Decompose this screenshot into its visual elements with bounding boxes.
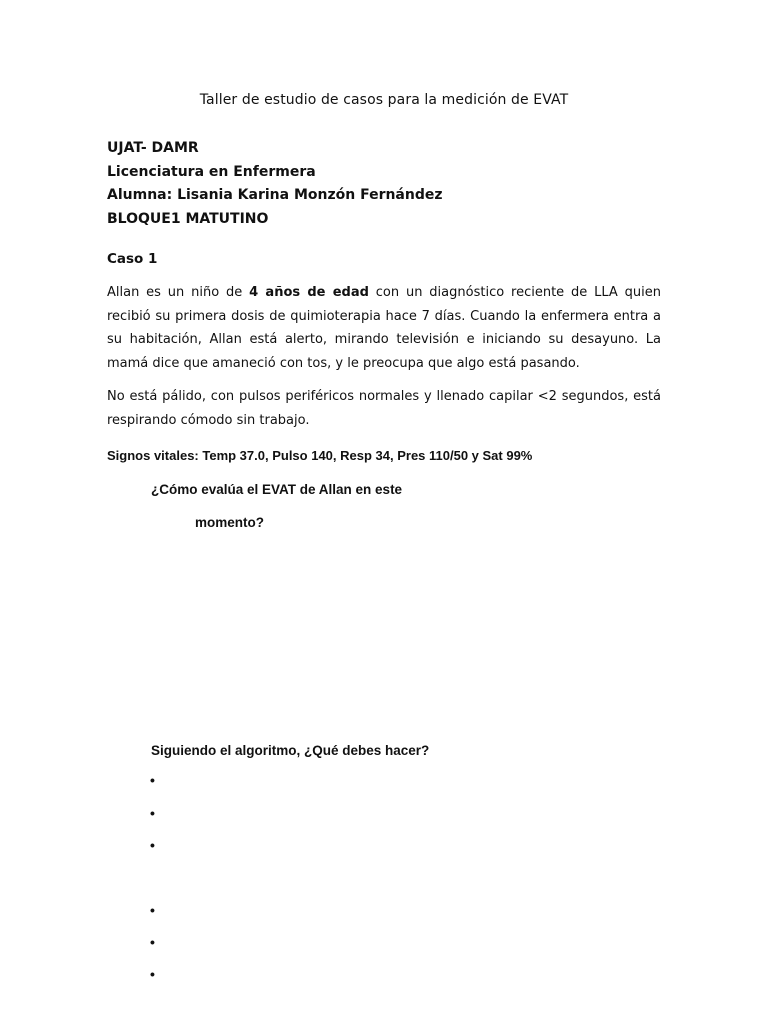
case-paragraph-1 bbox=[107, 281, 661, 375]
bullet-point: • bbox=[150, 772, 155, 788]
case-paragraph-2 bbox=[107, 385, 661, 432]
document-title: Taller de estudio de casos para la medición de EVAT bbox=[199, 92, 569, 108]
bullet-point: • bbox=[150, 805, 155, 821]
question-1-line-2: momento? bbox=[195, 515, 264, 530]
bullet-point: • bbox=[150, 934, 155, 950]
bullet-point: • bbox=[150, 966, 155, 982]
paragraph-2-text: No está pálido, con pulsos periféricos normales y llenado capilar <2 segundos, está respirando cómodo sin trabajo. bbox=[107, 389, 661, 428]
bullet-point: • bbox=[150, 902, 155, 918]
paragraph-1-start: Allan es un niño de bbox=[107, 285, 250, 300]
vital-signs: Signos vitales: Temp 37.0, Pulso 140, Resp 34, Pres 110/50 y Sat 99% bbox=[107, 448, 533, 463]
institution-line: UJAT- DAMR bbox=[107, 140, 199, 156]
question-1-line-1: ¿Cómo evalúa el EVAT de Allan en este bbox=[151, 482, 403, 497]
paragraph-1-bold-age: 4 años de edad bbox=[249, 285, 369, 300]
program-line: Licenciatura en Enfermera bbox=[107, 163, 316, 180]
group-line: BLOQUE1 MATUTINO bbox=[107, 210, 269, 227]
case-label: Caso 1 bbox=[107, 251, 158, 267]
bullet-point: • bbox=[150, 837, 155, 853]
header-block bbox=[107, 137, 443, 231]
student-line: Alumna: Lisania Karina Monzón Fernández bbox=[107, 187, 443, 203]
paragraph-1-rest: con un diagnóstico reciente de LLA quien recibió su primera dosis de quimioterapia hace 7 días. Cuando la enfermera entra a su habitación, Allan está alerto, mirando televisión e iniciando su desayuno. La mamá dice que amaneció con tos, y le preocupa que algo está pasando. bbox=[107, 285, 661, 371]
question-2: Siguiendo el algoritmo, ¿Qué debes hacer? bbox=[151, 743, 430, 758]
